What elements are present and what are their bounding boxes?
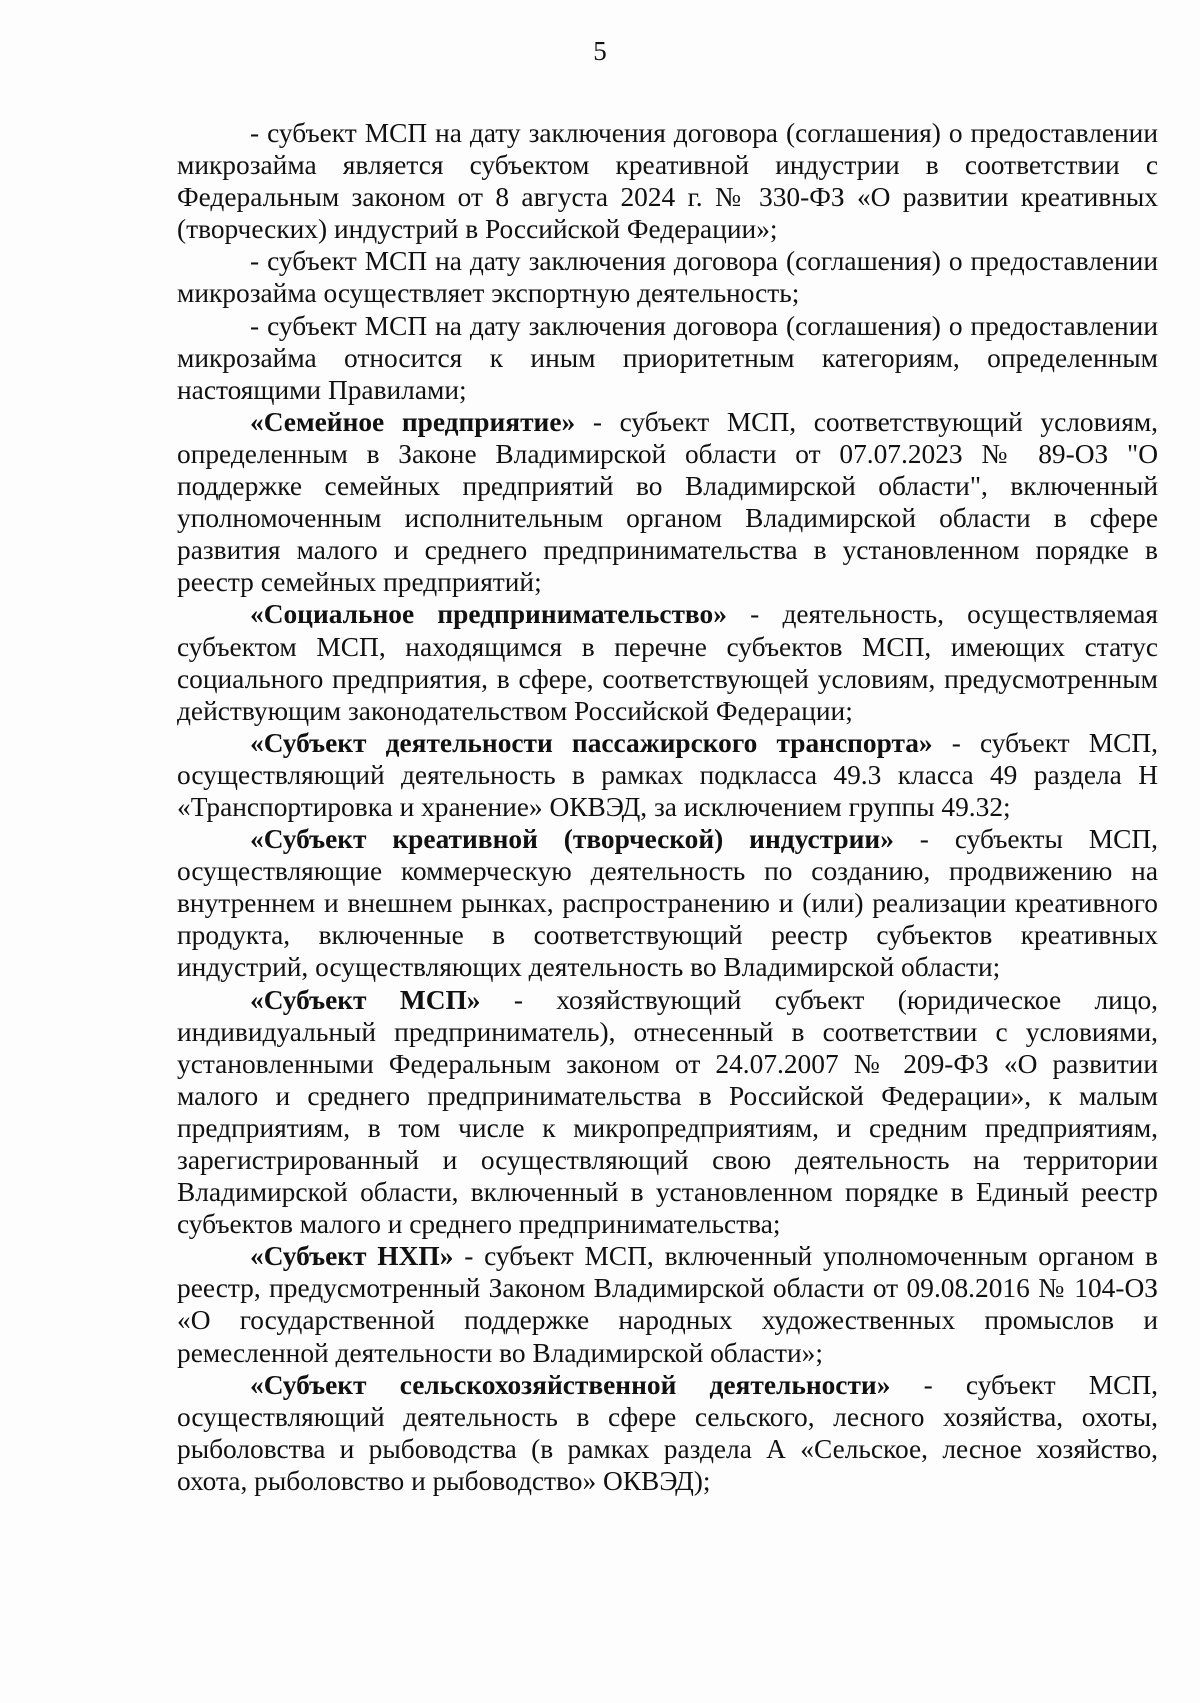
- definition-paragraph: [177, 727, 1158, 823]
- definition-paragraph: [177, 406, 1158, 599]
- definition-paragraph: [177, 984, 1158, 1241]
- defined-term: «Субъект креативной (творческой) индустрии»: [250, 824, 894, 855]
- page-number: 5: [593, 36, 607, 66]
- definition-paragraph: [177, 1369, 1158, 1497]
- paragraph-text: - субъект МСП на дату заключения договора (соглашения) о предоставлении микрозайма осуществляет экспортную деятельность;: [177, 246, 1158, 309]
- definition-text: - субъекты МСП, осуществляющие коммерческую деятельность по созданию, продвижению на внутреннем и внешнем рынках, распространению и (или) реализации креативного продукта, включенные в соответствующий реестр субъектов креативных индустрий, осуществляющих деятельность во Владимирской области;: [177, 824, 1158, 983]
- definition-paragraph: [177, 598, 1158, 726]
- defined-term: «Субъект МСП»: [250, 984, 481, 1015]
- definition-text: - субъект МСП, соответствующий условиям, определенным в Законе Владимирской области от 07.07.2023 № 89-ОЗ "О поддержке семейных предприятий во Владимирской области", включенный уполномоченным исполнительным органом Владимирской области в сфере развития малого и среднего предпринимательства в установленном порядке в реестр семейных предприятий;: [177, 406, 1158, 598]
- definition-text: - субъект МСП, осуществляющий деятельность в сфере сельского, лесного хозяйства, охоты, рыболовства и рыбоводства (в рамках раздела А «Сельское, лесное хозяйство, охота, рыболовство и рыбоводство» ОКВЭД);: [177, 1369, 1158, 1496]
- paragraph: [177, 310, 1158, 406]
- paragraph-text: - субъект МСП на дату заключения договора (соглашения) о предоставлении микрозайма является субъектом креативной индустрии в соответствии с Федеральным законом от 8 августа 2024 г. № 330-ФЗ «О развитии креативных (творческих) индустрий в Российской Федерации»;: [177, 118, 1158, 245]
- paragraph: [177, 117, 1158, 245]
- definition-paragraph: [177, 1240, 1158, 1368]
- definition-text: - хозяйствующий субъект (юридическое лицо, индивидуальный предприниматель), отнесенный в соответствии с условиями, установленными Федеральным законом от 24.07.2007 № 209-ФЗ «О развитии малого и среднего предпринимательства в Российской Федерации», к малым предприятиям, в том числе к микропредприятиям, и средним предприятиям, зарегистрированный и осуществляющий свою деятельность на территории Владимирской области, включенный в установленном порядке в Единый реестр субъектов малого и среднего предпринимательства;: [177, 984, 1158, 1240]
- definition-text: - деятельность, осуществляемая субъектом МСП, находящимся в перечне субъектов МСП, имеющих статус социального предприятия, в сфере, соответствующей условиям, предусмотренным действующим законодательством Российской Федерации;: [177, 599, 1158, 726]
- defined-term: «Субъект сельскохозяйственной деятельности»: [250, 1369, 891, 1400]
- definition-paragraph: [177, 823, 1158, 983]
- defined-term: «Субъект деятельности пассажирского транспорта»: [250, 727, 933, 758]
- definition-text: - субъект МСП, включенный уполномоченным органом в реестр, предусмотренный Законом Владимирской области от 09.08.2016 № 104-ОЗ «О государственной поддержке народных художественных промыслов и ремесленной деятельности во Владимирской области»;: [177, 1241, 1158, 1368]
- definition-text: - субъект МСП, осуществляющий деятельность в рамках подкласса 49.3 класса 49 раздела Н «Транспортировка и хранение» ОКВЭД, за исключением группы 49.32;: [177, 727, 1158, 822]
- defined-term: «Субъект НХП»: [250, 1241, 454, 1272]
- paragraph-text: - субъект МСП на дату заключения договора (соглашения) о предоставлении микрозайма относится к иным приоритетным категориям, определенным настоящими Правилами;: [177, 310, 1158, 405]
- defined-term: «Социальное предпринимательство»: [250, 599, 727, 630]
- defined-term: «Семейное предприятие»: [250, 406, 576, 437]
- document-body: [177, 117, 1158, 1497]
- paragraph: [177, 245, 1158, 309]
